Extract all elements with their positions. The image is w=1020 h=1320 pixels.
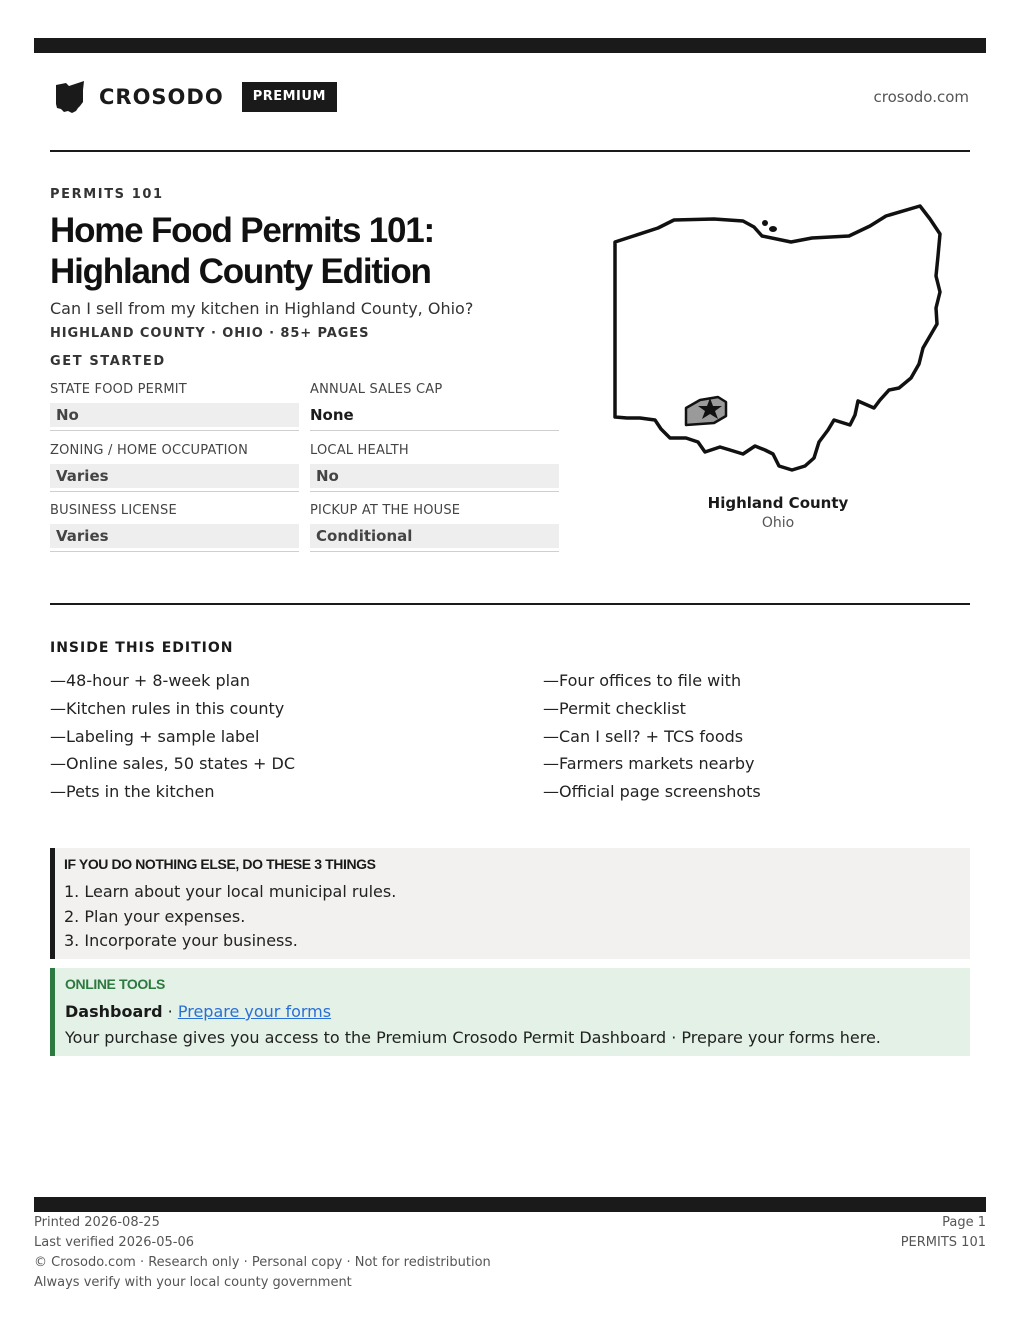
contents-item: —48-hour + 8-week plan [50, 671, 250, 690]
section-divider [50, 603, 970, 605]
contents-item: —Four offices to file with [543, 671, 742, 690]
tool-separator: · [162, 1002, 178, 1021]
fact-label: LOCAL HEALTH [310, 443, 409, 458]
fact-value: Conditional [310, 524, 559, 548]
state-map [606, 196, 950, 478]
fact-label: BUSINESS LICENSE [50, 503, 177, 518]
page-title [50, 210, 610, 292]
fact-value: None [310, 406, 354, 424]
page-meta: HIGHLAND COUNTY · OHIO · 85+ PAGES [50, 326, 370, 341]
bottom-bar [34, 1197, 986, 1212]
checklist-title: IF YOU DO NOTHING ELSE, DO THESE 3 THINGS [64, 856, 376, 872]
contents-list-right [543, 667, 761, 806]
tool-name: Dashboard [65, 1002, 163, 1021]
ohio-state-icon [55, 80, 85, 114]
fact-value: Varies [50, 464, 299, 488]
footer-copyright: © Crosodo.com · Research only · Personal copy · Not for redistribution [34, 1255, 491, 1270]
fact-pickup [310, 503, 559, 552]
fact-annual-sales-cap [310, 382, 559, 431]
get-started-heading: GET STARTED [50, 354, 166, 369]
fact-value: No [50, 403, 299, 427]
footer-section: PERMITS 101 [900, 1235, 986, 1250]
contents-heading: INSIDE THIS EDITION [50, 640, 234, 656]
premium-badge: PREMIUM [242, 82, 337, 112]
fact-local-health [310, 443, 559, 492]
footer-printed: Printed 2026-08-25 [34, 1215, 160, 1230]
prepare-forms-link[interactable]: Prepare your forms [177, 1002, 332, 1021]
state-outline [615, 206, 940, 470]
fact-label: ZONING / HOME OCCUPATION [50, 443, 249, 458]
fact-label: ANNUAL SALES CAP [310, 382, 443, 397]
checklist-callout [50, 848, 970, 959]
header-divider [50, 150, 970, 152]
online-tools-callout [50, 968, 970, 1056]
fact-label: PICKUP AT THE HOUSE [310, 503, 461, 518]
contents-item: —Online sales, 50 states + DC [50, 754, 296, 774]
footer-note: Always verify with your local county government [34, 1275, 352, 1290]
contents-item: —Permit checklist [543, 698, 686, 718]
fact-label: STATE FOOD PERMIT [50, 382, 187, 397]
fact-value: Varies [50, 524, 299, 548]
checklist-step: 2. Plan your expenses. [64, 906, 246, 926]
footer-page-number: Page 1 [942, 1215, 986, 1230]
footer-right [901, 1213, 986, 1253]
contents-item: —Kitchen rules in this county [50, 698, 285, 718]
fact-value: No [310, 464, 559, 488]
contents-item: —Can I sell? + TCS foods [543, 726, 744, 746]
tool-line [65, 1002, 970, 1022]
lake-island-2 [769, 226, 777, 232]
contents-item: —Farmers markets nearby [543, 754, 755, 774]
contents-list-left [50, 667, 295, 806]
site-url[interactable]: crosodo.com [873, 88, 969, 106]
online-tools-title: ONLINE TOOLS [65, 976, 165, 992]
checklist-step: 3. Incorporate your business. [64, 931, 298, 950]
brand[interactable] [55, 80, 337, 114]
page-subtitle: Can I sell from my kitchen in Highland County, Ohio? [50, 299, 474, 318]
checklist-step: 1. Learn about your local municipal rules. [64, 882, 397, 901]
fact-zoning [50, 443, 299, 492]
section-eyebrow: PERMITS 101 [50, 187, 164, 202]
brand-name: CROSODO [99, 85, 224, 109]
footer-left [34, 1213, 491, 1293]
title-line-1: Home Food Permits 101: [50, 211, 434, 250]
fact-state-food-permit [50, 382, 299, 431]
fact-business-license [50, 503, 299, 552]
contents-item: —Pets in the kitchen [50, 782, 215, 802]
checklist-steps [64, 880, 970, 954]
contents-item: —Official page screenshots [543, 782, 761, 802]
title-line-2: Highland County Edition [50, 252, 431, 291]
footer-verified: Last verified 2026-05-06 [34, 1235, 194, 1250]
map-state-label: Ohio [761, 515, 795, 531]
top-bar [34, 38, 986, 53]
lake-island-1 [762, 220, 768, 226]
tool-description: Your purchase gives you access to the Premium Crosodo Permit Dashboard · Prepare your forms here. [65, 1028, 881, 1047]
map-county-label: Highland County [707, 494, 849, 512]
contents-item: —Labeling + sample label [50, 726, 260, 746]
